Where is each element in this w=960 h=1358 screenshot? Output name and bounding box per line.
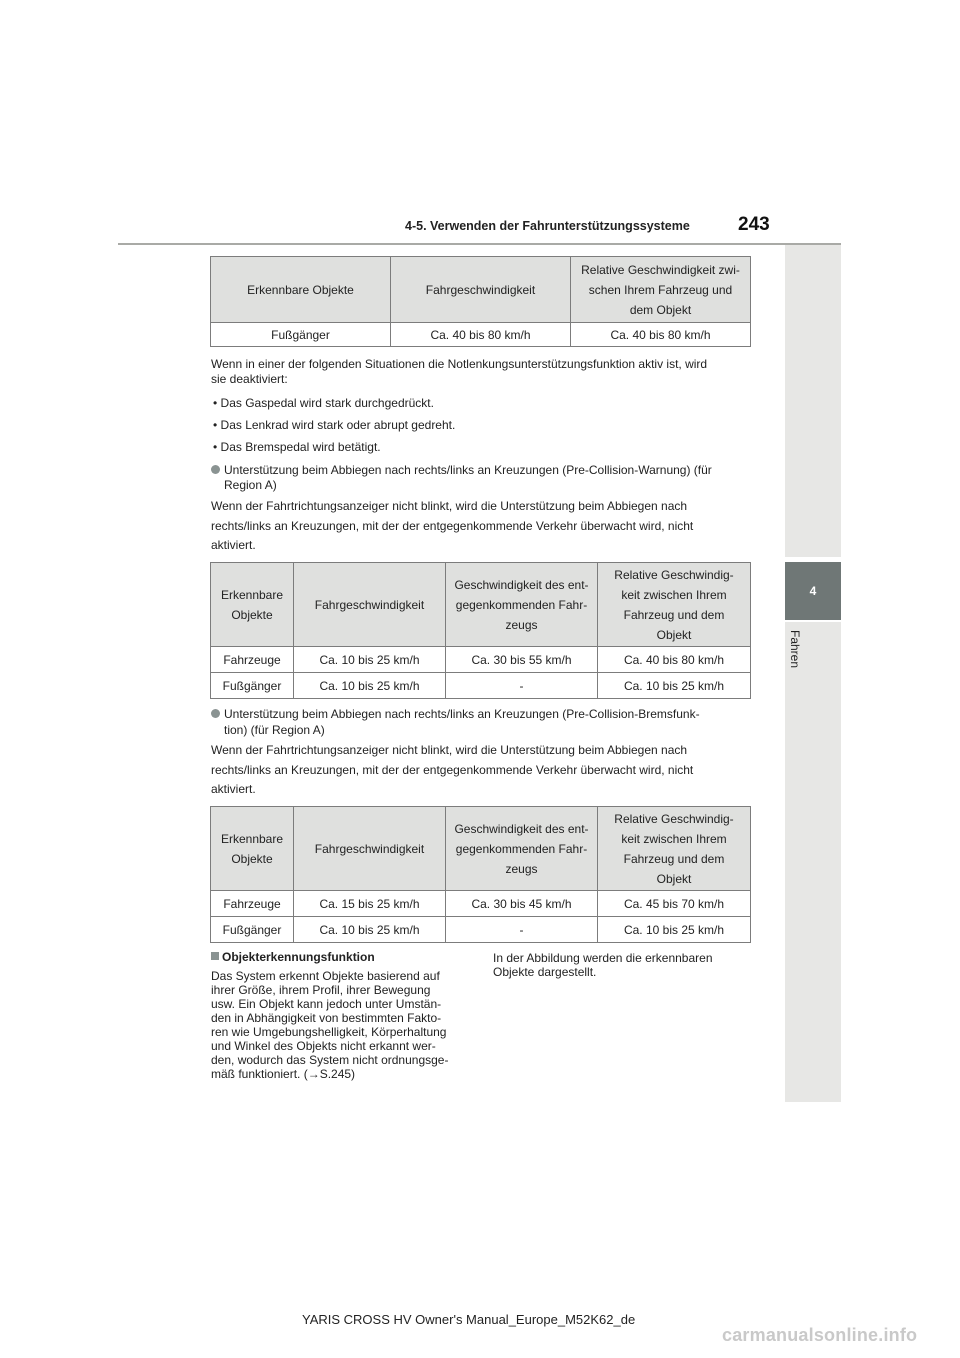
table-cell: Fußgänger	[211, 323, 391, 347]
header-rule	[118, 243, 841, 245]
header-detectable-objects: Erkennbare Objekte	[211, 257, 391, 323]
body-line: aktiviert.	[211, 782, 256, 796]
header-oncoming-speed: Geschwindigkeit des ent- gegenkommenden Fahr- zeugs	[446, 807, 598, 891]
section-title: 4-5. Verwenden der Fahrunterstützungssysteme	[405, 219, 690, 233]
table-row	[211, 891, 751, 917]
table-cell: Ca. 40 bis 80 km/h	[571, 323, 751, 347]
table-cell: Fahrzeuge	[211, 891, 294, 917]
watermark: carmanualsonline.info	[722, 1325, 918, 1345]
body-line: Wenn der Fahrtrichtungsanzeiger nicht blinkt, wird die Unterstützung beim Abbiegen nach	[211, 743, 688, 757]
header-oncoming-speed: Geschwindigkeit des ent- gegenkommenden Fahr- zeugs	[446, 563, 598, 647]
section-heading-brake: Unterstützung beim Abbiegen nach rechts/links an Kreuzungen (Pre-Collision-Bremsfunk-	[211, 707, 700, 721]
intro-line: Wenn in einer der folgenden Situationen die Notlenkungsunterstützungsfunktion aktiv ist, wird	[211, 357, 708, 371]
table-cell: Ca. 30 bis 55 km/h	[446, 647, 598, 673]
list-item: • Das Gaspedal wird stark durchgedrückt.	[213, 396, 434, 410]
section-heading-brake-cont: tion) (für Region A)	[224, 723, 325, 737]
footer-manual-id: YARIS CROSS HV Owner's Manual_Europe_M52K62_de	[302, 1312, 636, 1327]
table-row	[211, 917, 751, 943]
table-header-row	[211, 563, 751, 647]
body-line: rechts/links an Kreuzungen, mit der der entgegenkommende Verkehr überwacht wird, nicht	[211, 519, 694, 533]
header-relative-speed: Relative Geschwindigkeit zwi- schen Ihrem Fahrzeug und dem Objekt	[571, 257, 751, 323]
table-cell: Ca. 10 bis 25 km/h	[598, 673, 751, 699]
left-column-text: Das System erkennt Objekte basierend auf ihrer Größe, ihrem Profil, ihrer Bewegung usw. Ein Objekt kann jedoch unter Umstän- den in Abhängigkeit von bestimmten Fakto- ren wie Umgebungshelligkeit, Körperhaltung und Winkel des Objekts nicht erkannt wer- den, wodurch das System nicht ordnungsge- mäß funktioniert. (→S.245)	[211, 969, 449, 1081]
bullet-circle-icon	[211, 709, 220, 718]
header-vehicle-speed: Fahrgeschwindigkeit	[294, 807, 446, 891]
table-row	[211, 673, 751, 699]
bullet-circle-icon	[211, 465, 220, 474]
table-pedestrian-speeds	[210, 256, 751, 347]
header-detectable-objects: Erkennbare Objekte	[211, 807, 294, 891]
subsection-heading-object-recognition: Objekterkennungsfunktion	[211, 950, 375, 964]
table-cell: Fußgänger	[211, 917, 294, 943]
table-cell: Ca. 15 bis 25 km/h	[294, 891, 446, 917]
table-cell: Ca. 40 bis 80 km/h	[598, 647, 751, 673]
table-row	[211, 323, 751, 347]
table-header-row	[211, 257, 751, 323]
chapter-tab-label: Fahren	[788, 630, 802, 669]
header-vehicle-speed: Fahrgeschwindigkeit	[294, 563, 446, 647]
table-cell: -	[446, 917, 598, 943]
header-detectable-objects: Erkennbare Objekte	[211, 563, 294, 647]
body-line: rechts/links an Kreuzungen, mit der der entgegenkommende Verkehr überwacht wird, nicht	[211, 763, 694, 777]
header-relative-speed: Relative Geschwindig- keit zwischen Ihrem Fahrzeug und dem Objekt	[598, 807, 751, 891]
intro-line: sie deaktiviert:	[211, 372, 288, 386]
side-bar-lower	[785, 622, 841, 1102]
table-cell: Ca. 10 bis 25 km/h	[598, 917, 751, 943]
table-row	[211, 647, 751, 673]
table-brake-speeds	[210, 806, 751, 943]
table-cell: Fußgänger	[211, 673, 294, 699]
right-column-text: In der Abbildung werden die erkennbaren Objekte dargestellt.	[493, 951, 713, 979]
table-cell: Ca. 10 bis 25 km/h	[294, 673, 446, 699]
list-item: • Das Bremspedal wird betätigt.	[213, 440, 381, 454]
bullet-square-icon	[211, 952, 219, 960]
table-cell: -	[446, 673, 598, 699]
table-cell: Ca. 10 bis 25 km/h	[294, 917, 446, 943]
section-heading-warning-cont: Region A)	[224, 478, 277, 492]
table-cell: Ca. 45 bis 70 km/h	[598, 891, 751, 917]
page-number: 243	[738, 214, 770, 235]
table-cell: Ca. 10 bis 25 km/h	[294, 647, 446, 673]
section-heading-warning: Unterstützung beim Abbiegen nach rechts/links an Kreuzungen (Pre-Collision-Warnung) (für	[211, 463, 712, 477]
chapter-tab-number: 4	[785, 562, 841, 620]
table-cell: Fahrzeuge	[211, 647, 294, 673]
body-line: aktiviert.	[211, 538, 256, 552]
side-bar-upper	[785, 245, 841, 557]
table-cell: Ca. 30 bis 45 km/h	[446, 891, 598, 917]
table-header-row	[211, 807, 751, 891]
body-line: Wenn der Fahrtrichtungsanzeiger nicht blinkt, wird die Unterstützung beim Abbiegen nach	[211, 499, 688, 513]
table-cell: Ca. 40 bis 80 km/h	[391, 323, 571, 347]
table-warning-speeds	[210, 562, 751, 699]
header-vehicle-speed: Fahrgeschwindigkeit	[391, 257, 571, 323]
header-relative-speed: Relative Geschwindig- keit zwischen Ihrem Fahrzeug und dem Objekt	[598, 563, 751, 647]
list-item: • Das Lenkrad wird stark oder abrupt gedreht.	[213, 418, 456, 432]
